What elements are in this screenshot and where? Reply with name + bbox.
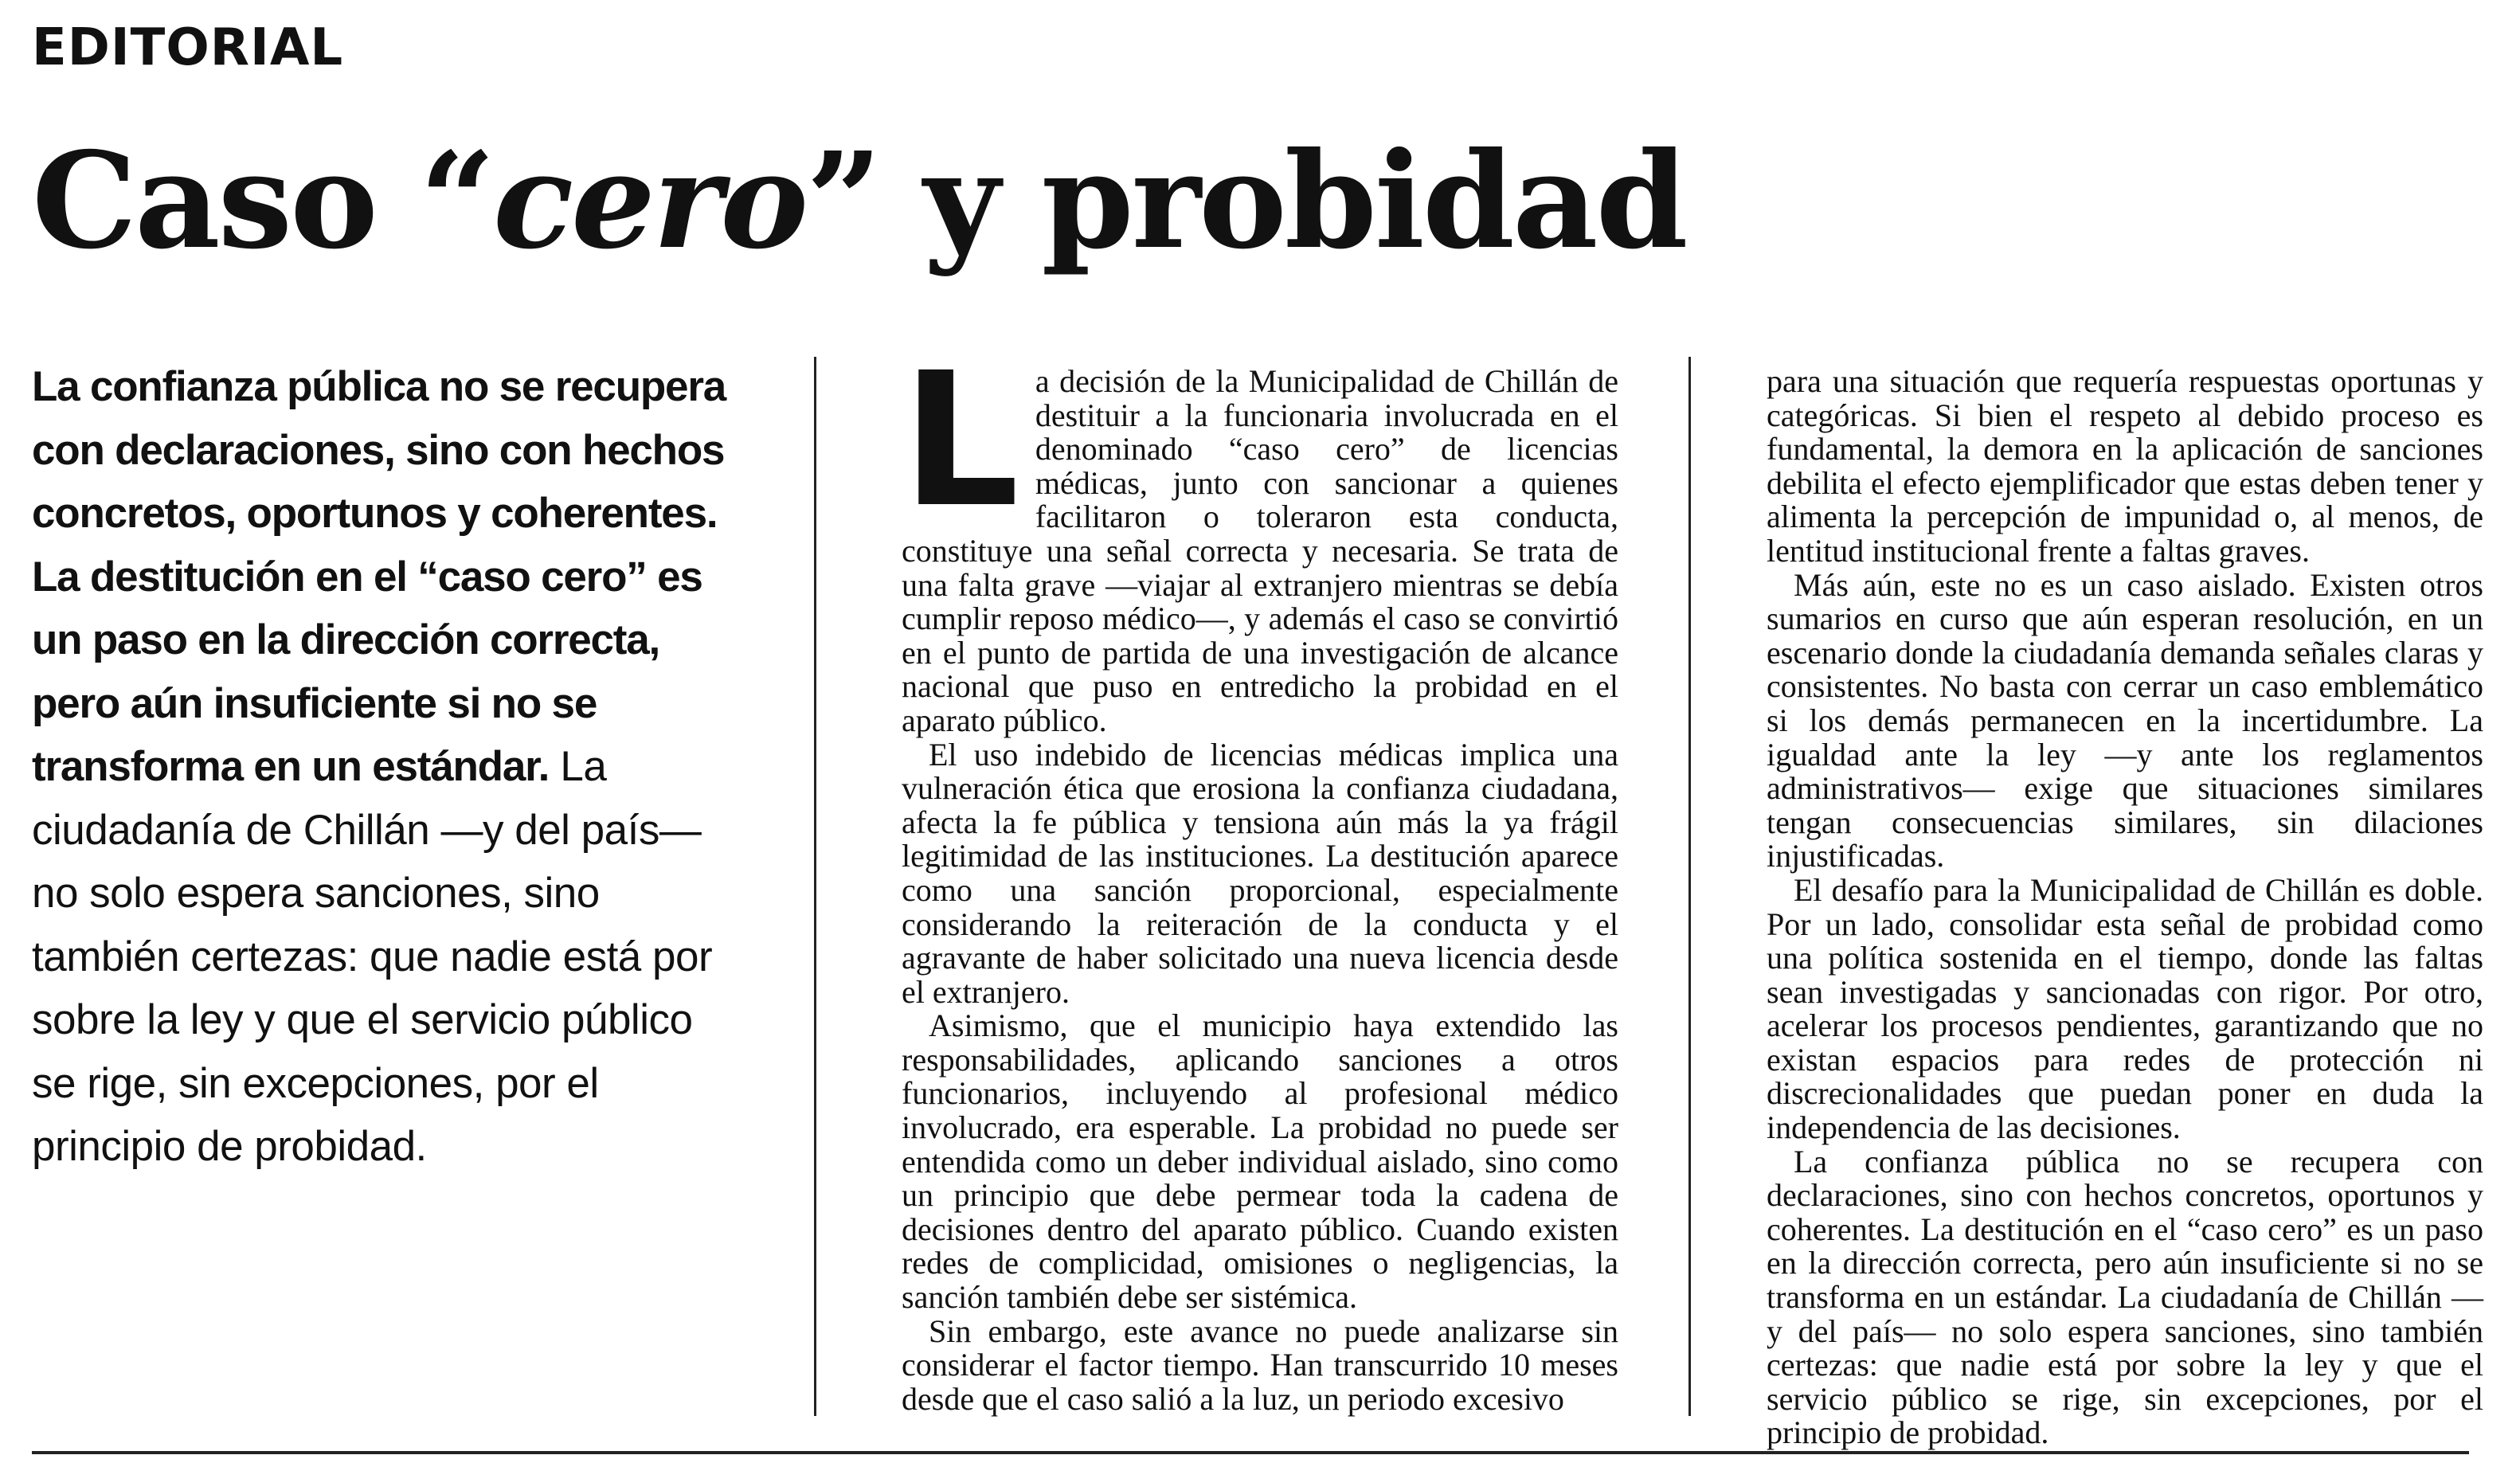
body-paragraph: Más aún, este no es un caso aislado. Existen otros sumarios en curso que aún esperan resolución, en un escenario donde la ciudadanía demanda señales claras y consistentes. No basta con cerrar un caso emblemático si los demás permanecen en la incertidumbre. La igualdad ante la ley —y ante los reglamentos administrativos— exige que situaciones similares tengan consecuencias similares, sin dilaciones injustificadas.	[1767, 566, 2483, 874]
headline-text-end: ” y probidad	[806, 123, 1686, 279]
column-divider-left	[814, 357, 816, 1416]
headline-text-start: Caso “	[32, 123, 494, 279]
body-column-right	[1767, 365, 2483, 1450]
body-paragraph: El desafío para la Municipalidad de Chillán es doble. Por un lado, consolidar esta señal de probidad como una política sostenida en el tiempo, donde las faltas sean investigadas y sancionadas con rigor. Por otro, acelerar los procesos pendientes, garantizando que no existan espacios para redes de protección ni discrecionalidades que puedan poner en duda la independencia de las decisiones.	[1767, 871, 2483, 1146]
headline-emphasis: cero	[493, 123, 807, 279]
body-paragraph: para una situación que requería respuestas oportunas y categóricas. Si bien el respeto al debido proceso es fundamental, la demora en la aplicación de sanciones debilita el efecto ejemplificador que estas deben tener y alimenta la percepción de impunidad o, al menos, de lentitud institucional frente a faltas graves.	[1767, 363, 2483, 569]
bottom-rule	[32, 1451, 2469, 1454]
body-paragraph: Sin embargo, este avance no puede analizarse sin considerar el factor tiempo. Han transcurrido 10 meses desde que el caso salió a la luz, un periodo excesivo	[902, 1312, 1618, 1417]
headline	[32, 123, 1686, 279]
body-paragraph: Asimismo, que el municipio haya extendido las responsabilidades, aplicando sanciones a otros funcionarios, incluyendo al profesional médico involucrado, era esperable. La probidad no puede ser entendida como un deber individual aislado, sino como un principio que debe permear toda la cadena de decisiones dentro del aparato público. Cuando existen redes de complicidad, omisiones o negligencias, la sanción también debe ser sistémica.	[902, 1007, 1618, 1316]
drop-cap: L	[902, 333, 1019, 548]
section-label: EDITORIAL	[32, 18, 344, 77]
lead-bold-text: La confianza pública no se recupera con declaraciones, sino con hechos concretos, oportunos y coherentes. La destitución en el “caso cero” es un paso en la dirección correcta, pero aún insuficiente si no se transforma en un estándar.	[32, 363, 726, 790]
body-paragraph: La confianza pública no se recupera con declaraciones, sino con hechos concretos, oportunos y coherentes. La destitución en el “caso cero” es un paso en la dirección correcta, pero aún insuficiente si no se transforma en un estándar. La ciudadanía de Chillán —y del país— no solo espera sanciones, sino también certezas: que nadie está por sobre la ley y que el servicio público se rige, sin excepciones, por el principio de probidad.	[1767, 1143, 2483, 1451]
lead-normal-text: La ciudadanía de Chillán —y del país— no solo espera sanciones, sino también certezas: que nadie está por sobre la ley y que el servicio público se rige, sin excepciones, por el principio de probidad.	[32, 743, 713, 1170]
body-column-middle	[902, 333, 1618, 1417]
lead-summary	[32, 355, 733, 1179]
column-divider-right	[1688, 357, 1691, 1416]
body-paragraph: a decisión de la Municipalidad de Chillán de destituir a la funcionaria involucrada en el denominado “caso cero” de licencias médicas, junto con sancionar a quienes facilitaron o toleraron esta conducta, constituye una señal correcta y necesaria. Se trata de una falta grave —viajar al extranjero mientras se debía cumplir reposo médico—, y además el caso se convirtió en el punto de partida de una investigación de alcance nacional que puso en entredicho la probidad en el aparato público.	[902, 363, 1618, 738]
body-paragraph: El uso indebido de licencias médicas implica una vulneración ética que erosiona la confianza ciudadana, afecta la fe pública y tensiona aún más la ya frágil legitimidad de las instituciones. La destitución aparece como una sanción proporcional, especialmente considerando la reiteración de la conducta y el agravante de haber solicitado una nueva licencia desde el extranjero.	[902, 736, 1618, 1010]
